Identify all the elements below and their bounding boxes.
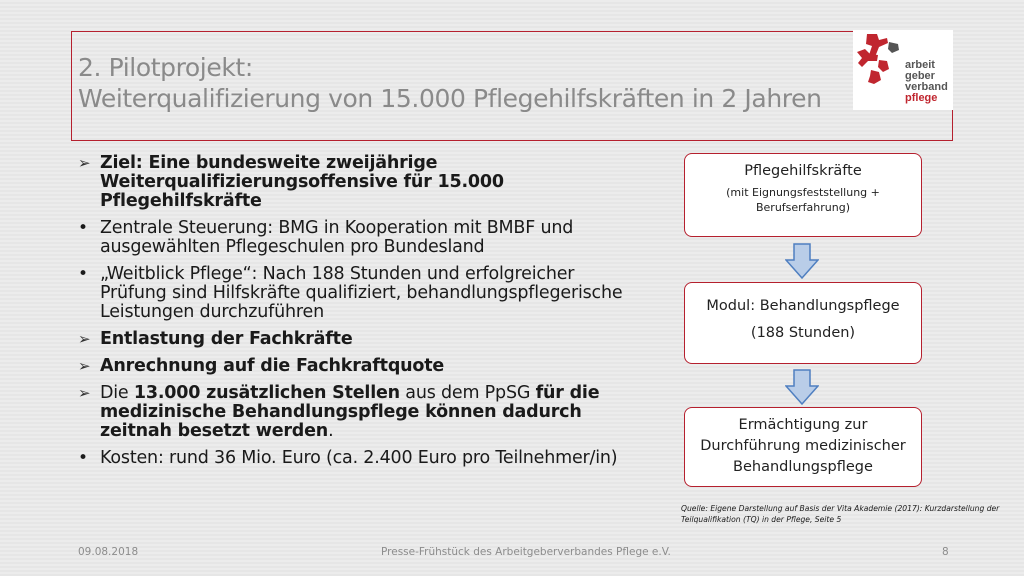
arrow-down-icon	[785, 369, 819, 405]
flow-box-module-title: Modul: Behandlungspflege	[706, 298, 900, 314]
logo-word-2: geber	[905, 70, 935, 82]
bullet-text: aus dem PpSG	[399, 383, 536, 403]
flow-box-authorization	[684, 407, 922, 487]
arrow-bullet-icon: ➢	[78, 330, 91, 348]
bullet-item	[78, 330, 638, 349]
bullet-item	[78, 154, 638, 211]
bullet-text: Kosten: rund 36 Mio. Euro (ca. 2.400 Euro pro Teilnehmer/in)	[100, 448, 618, 468]
bullet-item	[78, 357, 638, 376]
bullet-list	[78, 154, 638, 476]
dot-bullet-icon: •	[78, 218, 88, 238]
bullet-text: Anrechnung auf die Fachkraftquote	[100, 356, 445, 376]
flow-box-helpers	[684, 153, 922, 237]
flow-box-authorization-text: Ermächtigung zur Durchführung medizinischer Behandlungspflege	[700, 417, 906, 475]
arrow-bullet-icon: ➢	[78, 384, 91, 402]
bullet-text: Entlastung der Fachkräfte	[100, 329, 353, 349]
bullet-text: Ziel: Eine bundesweite zweijährige Weiterqualifizierungsoffensive für 15.000 Pflegehilfskräfte	[100, 153, 504, 211]
title-line-1: 2. Pilotprojekt:	[78, 53, 253, 82]
arrow-bullet-icon: ➢	[78, 154, 91, 172]
footer-title: Presse-Frühstück des Arbeitgeberverbandes Pflege e.V.	[381, 546, 671, 558]
flow-box-helpers-subtitle: (mit Eignungsfeststellung + Berufserfahrung)	[726, 186, 880, 214]
flow-box-helpers-title: Pflegehilfskräfte	[744, 163, 862, 179]
logo-word-1: arbeit	[905, 59, 935, 71]
arrow-bullet-icon: ➢	[78, 357, 91, 375]
bullet-text: .	[328, 421, 334, 441]
logo-word-4: pflege	[905, 92, 938, 104]
flow-box-module	[684, 282, 922, 364]
flow-box-module-hours: (188 Stunden)	[750, 325, 856, 341]
footer-date: 09.08.2018	[78, 546, 139, 558]
bullet-item	[78, 219, 638, 257]
dot-bullet-icon: •	[78, 264, 88, 284]
bullet-text: für die medizinische Behandlungspflege können dadurch zeitnah besetzt werden	[100, 383, 600, 441]
page-number: 8	[942, 546, 949, 558]
bullet-item	[78, 265, 638, 322]
bullet-item	[78, 384, 638, 441]
source-note: Quelle: Eigene Darstellung auf Basis der Vita Akademie (2017): Kurzdarstellung der Teilqualifikation (TQ) in der Pflege, Seite 5	[681, 504, 1000, 524]
bullet-text: Die	[100, 383, 134, 403]
bullet-item	[78, 449, 638, 468]
bullet-text: 13.000 zusätzlichen Stellen	[133, 383, 400, 403]
dot-bullet-icon: •	[78, 448, 88, 468]
logo-wordmark	[905, 60, 948, 104]
arrow-down-icon	[785, 243, 819, 279]
logo-word-3: verband	[905, 81, 948, 93]
bullet-text: Zentrale Steuerung: BMG in Kooperation mit BMBF und ausgewählten Pflegeschulen pro Bundesland	[100, 218, 574, 257]
slide-title	[78, 52, 878, 114]
title-line-2: Weiterqualifizierung von 15.000 Pflegehilfskräften in 2 Jahren	[78, 84, 822, 113]
bullet-text: „Weitblick Pflege“: Nach 188 Stunden und erfolgreicher Prüfung sind Hilfskräfte qualifiziert, behandlungspflegerische Leistungen durchzuführen	[100, 264, 623, 322]
